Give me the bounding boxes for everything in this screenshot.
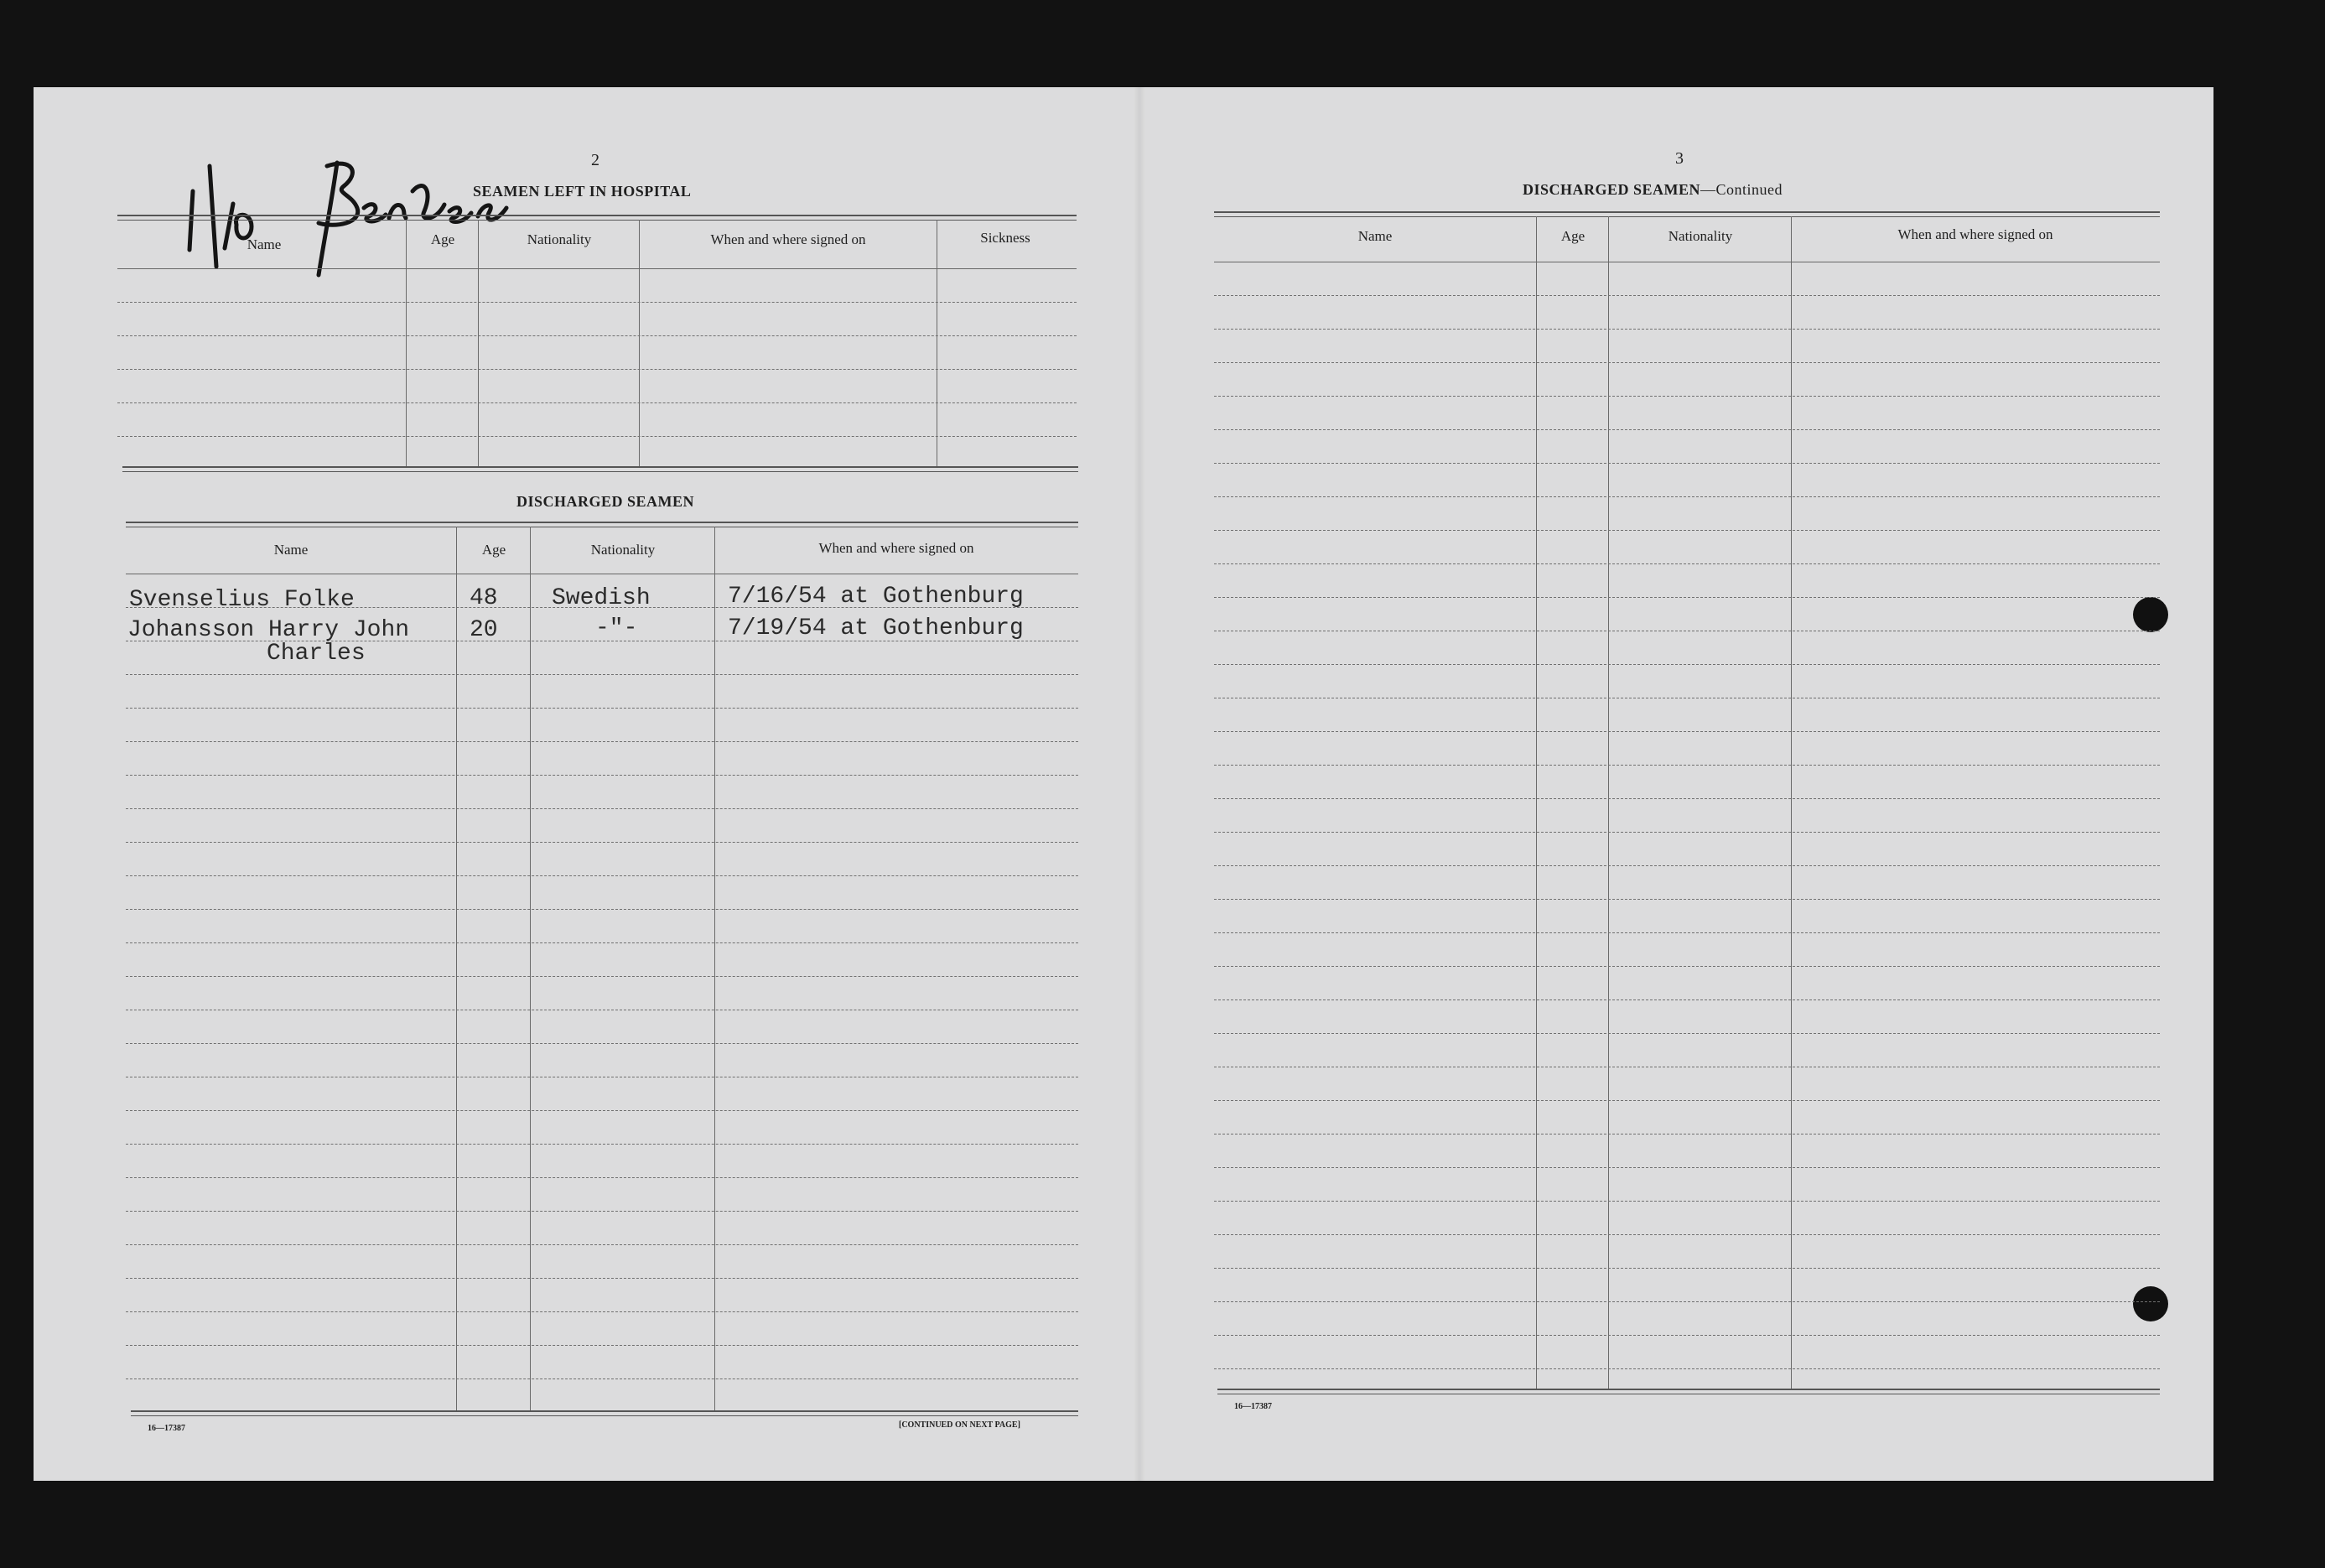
ruled-line xyxy=(126,1311,1078,1312)
right-section-title-suffix: —Continued xyxy=(1700,181,1783,198)
seaman-signed-on: 7/16/54 at Gothenburg xyxy=(728,584,1024,610)
right-header-age: Age xyxy=(1560,228,1585,244)
seaman-nationality: Swedish xyxy=(552,585,651,611)
ruled-line xyxy=(1214,463,2160,464)
ruled-line xyxy=(1214,832,2160,833)
seaman-nationality: -"- xyxy=(595,615,638,641)
ruled-line xyxy=(1214,396,2160,397)
seaman-name-continued: Charles xyxy=(267,641,366,667)
hospital-header-signed-on: When and where signed on xyxy=(710,231,866,247)
seaman-signed-on: 7/19/54 at Gothenburg xyxy=(728,615,1024,641)
ruled-line xyxy=(1214,1201,2160,1202)
right-form-number: 16—17387 xyxy=(1234,1402,1272,1411)
ruled-line xyxy=(126,842,1078,843)
right-header-nationality: Nationality xyxy=(1668,228,1733,244)
ruled-line xyxy=(126,808,1078,809)
ruled-line xyxy=(1214,966,2160,967)
ruled-line xyxy=(1214,1100,2160,1101)
ruled-line xyxy=(126,607,1078,608)
ruled-line xyxy=(1214,563,2160,564)
right-page-number: 3 xyxy=(1675,149,1684,168)
discharged-header-name: Name xyxy=(273,542,309,558)
ruled-line xyxy=(1214,329,2160,330)
hospital-header-name: Name xyxy=(247,236,282,252)
ruled-line xyxy=(1214,1268,2160,1269)
ruled-line xyxy=(1214,1301,2160,1302)
right-header-name: Name xyxy=(1357,228,1393,244)
ruled-line xyxy=(126,942,1078,943)
ruled-line xyxy=(1214,496,2160,497)
left-form-number: 16—17387 xyxy=(148,1424,185,1433)
seaman-age: 48 xyxy=(470,585,498,611)
ruled-line xyxy=(1214,295,2160,296)
hospital-section-title: SEAMEN LEFT IN HOSPITAL xyxy=(473,183,692,200)
discharged-header-signed-on: When and where signed on xyxy=(818,540,974,556)
ruled-line xyxy=(1214,429,2160,430)
ruled-line xyxy=(117,402,1077,403)
ruled-line xyxy=(1214,798,2160,799)
ruled-line xyxy=(1214,1033,2160,1034)
ruled-line xyxy=(1214,899,2160,900)
right-header-signed-on: When and where signed on xyxy=(1897,226,2053,242)
ruled-line xyxy=(126,1043,1078,1044)
hospital-header-nationality: Nationality xyxy=(527,231,592,247)
ruled-line xyxy=(117,436,1077,437)
document-sheet xyxy=(34,87,2213,1481)
ruled-line xyxy=(1214,362,2160,363)
ruled-line xyxy=(126,1211,1078,1212)
right-section-title-main: DISCHARGED SEAMEN xyxy=(1523,181,1701,198)
left-page-number: 2 xyxy=(591,151,599,169)
ruled-line xyxy=(1214,664,2160,665)
ruled-line xyxy=(126,1144,1078,1145)
continued-note: [CONTINUED ON NEXT PAGE] xyxy=(899,1420,1020,1430)
ruled-line xyxy=(1214,597,2160,598)
ruled-line xyxy=(126,1244,1078,1245)
ruled-line xyxy=(126,775,1078,776)
ruled-line xyxy=(1214,530,2160,531)
seaman-name: Svenselius Folke xyxy=(129,587,355,613)
ruled-line xyxy=(126,1345,1078,1346)
seaman-name: Johansson Harry John xyxy=(127,617,410,643)
ruled-line xyxy=(1214,731,2160,732)
ruled-line xyxy=(126,741,1078,742)
punch-hole-lower xyxy=(2133,1286,2168,1321)
right-section-title xyxy=(1523,181,1783,199)
ruled-line xyxy=(126,708,1078,709)
discharged-section-title: DISCHARGED SEAMEN xyxy=(516,493,695,510)
ruled-line xyxy=(117,302,1077,303)
ruled-line xyxy=(126,1278,1078,1279)
seaman-age: 20 xyxy=(470,617,498,643)
ruled-line xyxy=(117,335,1077,336)
ruled-line xyxy=(1214,1335,2160,1336)
ruled-line xyxy=(126,875,1078,876)
ruled-line xyxy=(1214,1234,2160,1235)
ruled-line xyxy=(126,1378,1078,1379)
ruled-line xyxy=(1214,865,2160,866)
ruled-line xyxy=(126,1110,1078,1111)
ruled-line xyxy=(1214,765,2160,766)
ruled-line xyxy=(1214,932,2160,933)
ruled-line xyxy=(126,976,1078,977)
ruled-line xyxy=(117,369,1077,370)
ruled-line xyxy=(126,1177,1078,1178)
discharged-header-age: Age xyxy=(481,542,506,558)
ruled-line xyxy=(126,909,1078,910)
discharged-header-nationality: Nationality xyxy=(590,542,656,558)
punch-hole-upper xyxy=(2133,597,2168,632)
ruled-line xyxy=(1214,1368,2160,1369)
hospital-header-age: Age xyxy=(430,231,455,247)
ruled-line xyxy=(1214,999,2160,1000)
hospital-header-sickness: Sickness xyxy=(980,230,1030,246)
page-fold xyxy=(1134,87,1145,1481)
ruled-line xyxy=(1214,1167,2160,1168)
ruled-line xyxy=(126,674,1078,675)
